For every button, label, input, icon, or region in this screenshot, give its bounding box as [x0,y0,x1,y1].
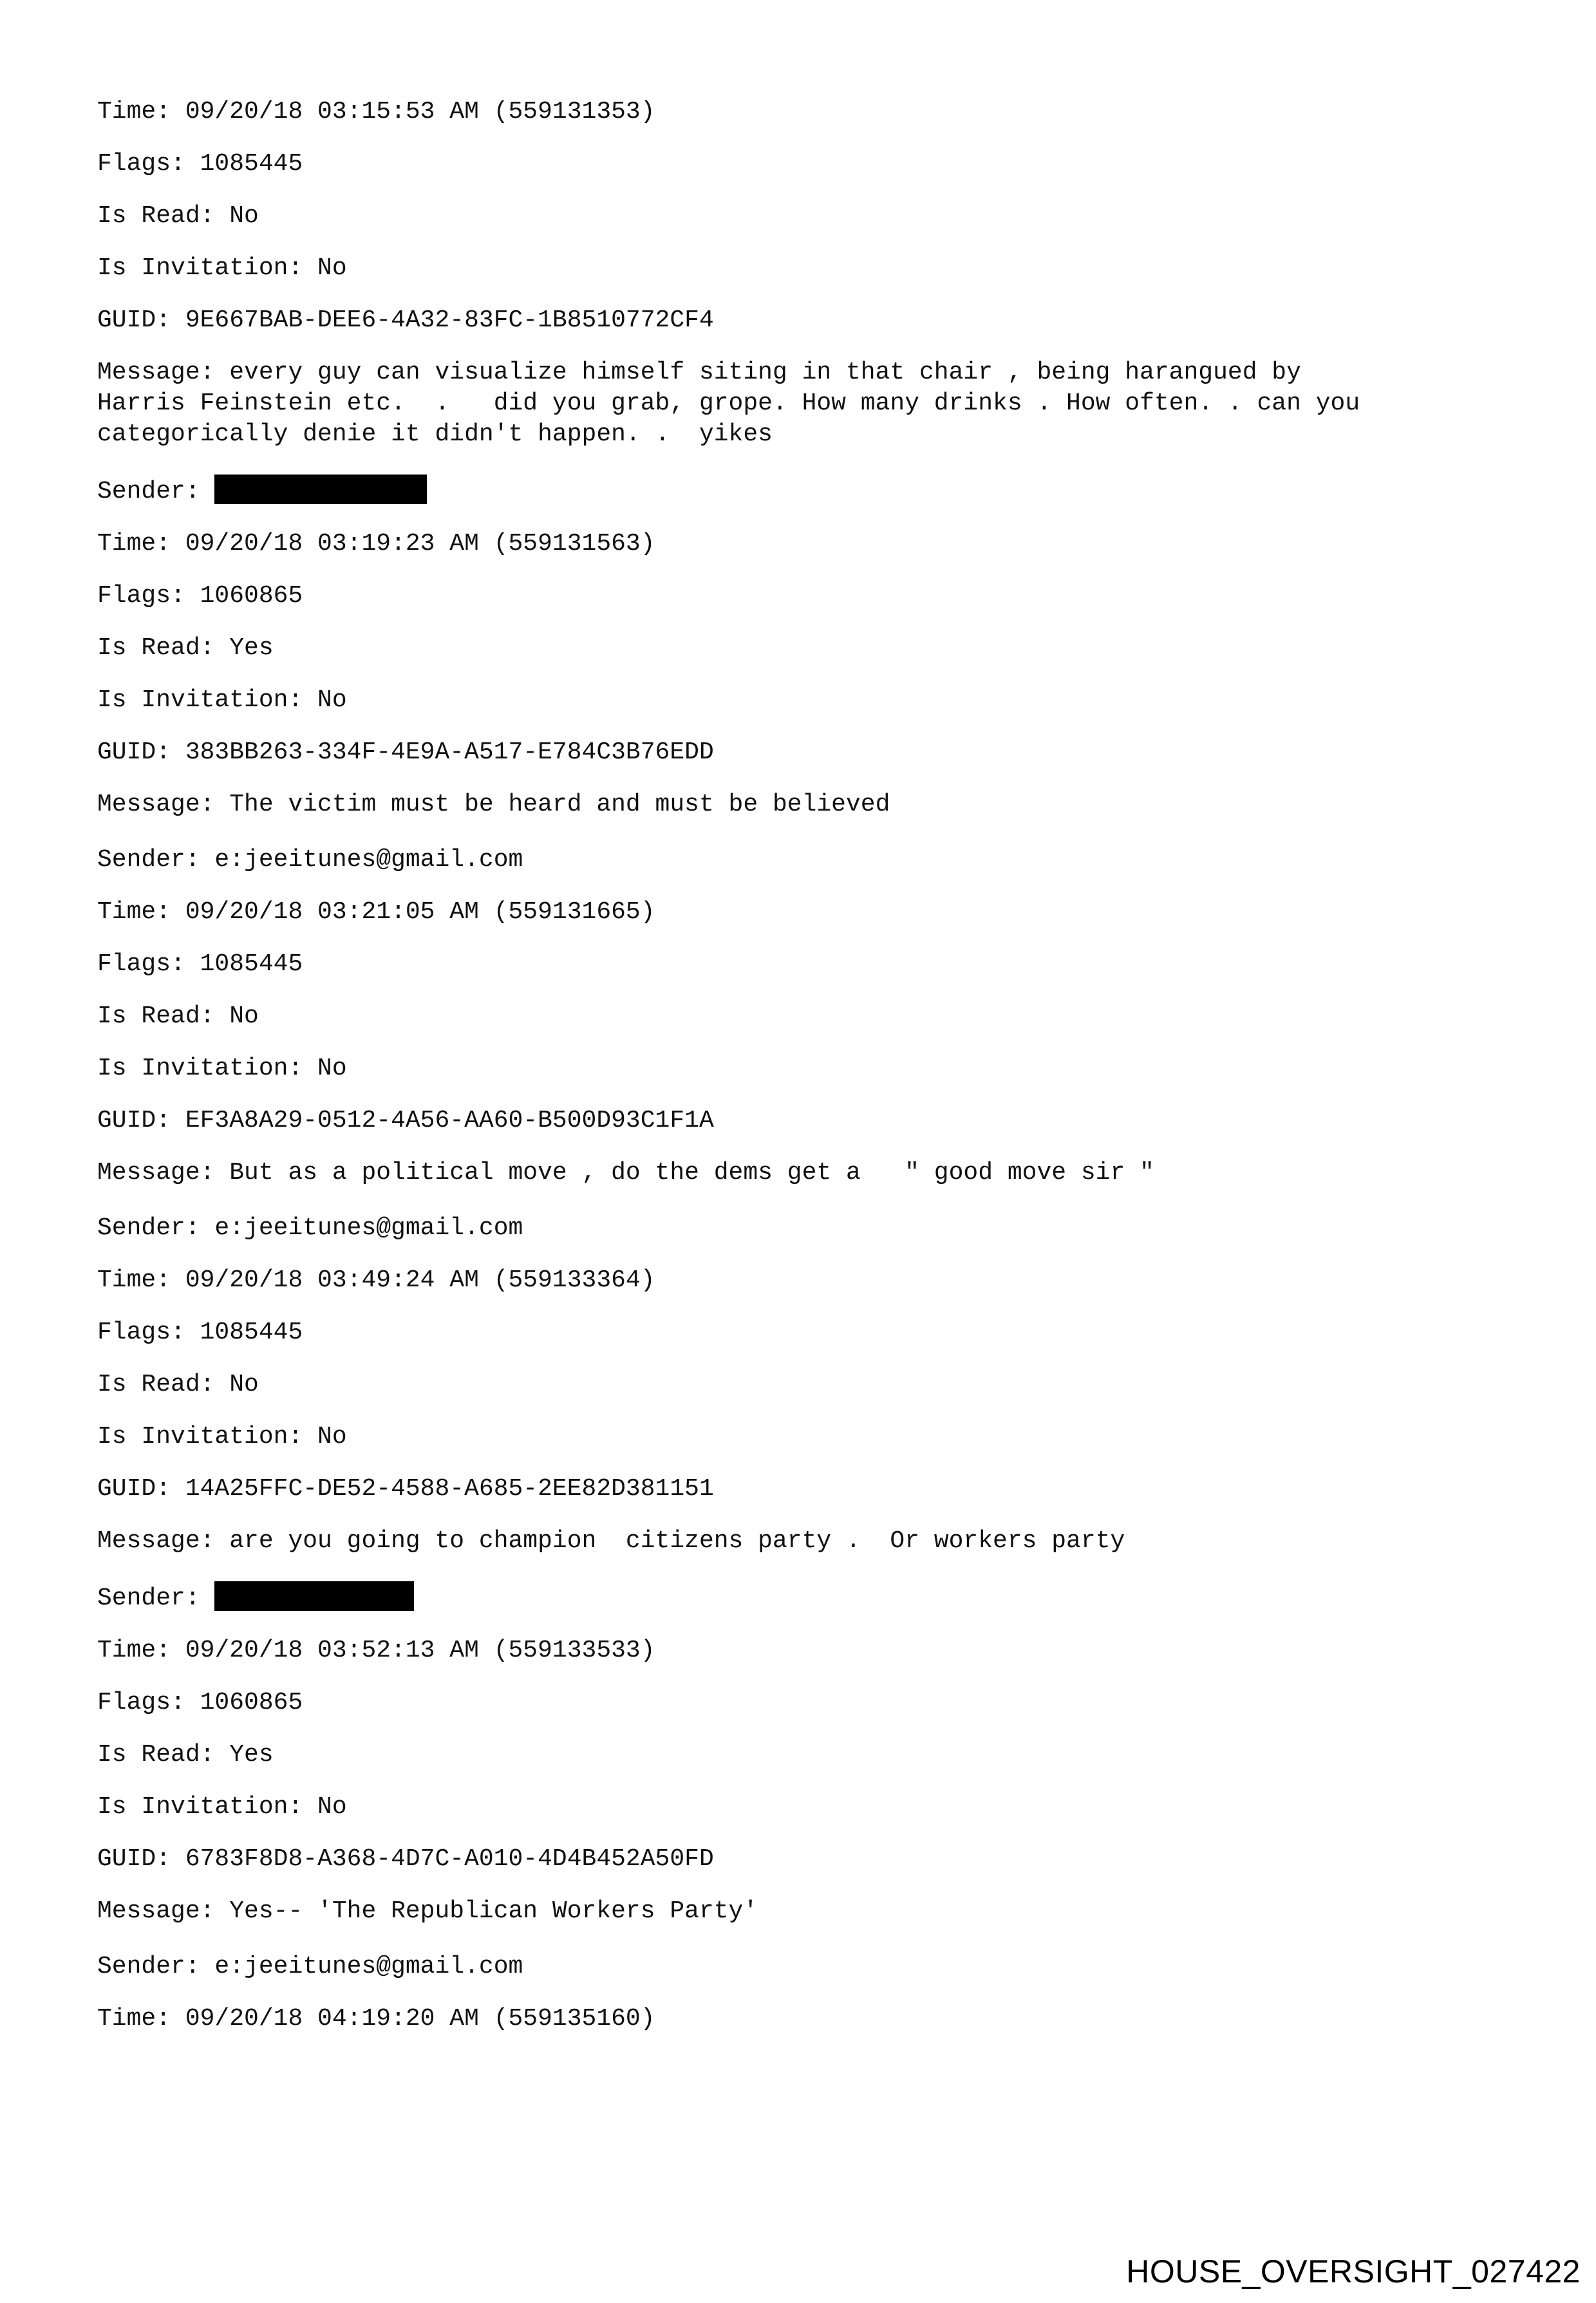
message-flags: Flags: 1085445 [97,950,303,978]
message-text: Message: are you going to champion citizens party . Or workers party [97,1527,1125,1555]
message-text: Message: But as a political move , do the dems get a " good move sir " [97,1159,1154,1187]
redaction-box [214,1581,414,1611]
message-time: Time: 09/20/18 03:52:13 AM (559133533) [97,1637,655,1664]
message-is-read: Is Read: Yes [97,634,274,662]
message-log [97,97,1514,2056]
message-is-read: Is Read: No [97,1371,259,1398]
message-time: Time: 09/20/18 03:19:23 AM (559131563) [97,530,655,558]
message-guid: GUID: 383BB263-334F-4E9A-A517-E784C3B76EDD [97,738,714,766]
redaction-box [214,475,427,504]
message-is-invitation: Is Invitation: No [97,686,347,714]
message-time: Time: 09/20/18 03:49:24 AM (559133364) [97,1266,655,1294]
message-time: Time: 09/20/18 03:21:05 AM (559131665) [97,898,655,926]
message-record [97,97,1514,450]
message-is-invitation: Is Invitation: No [97,1055,347,1082]
message-is-invitation: Is Invitation: No [97,1793,347,1821]
message-record [97,475,1514,820]
message-is-invitation: Is Invitation: No [97,1423,347,1451]
message-record [97,1581,1514,1927]
message-record [97,1951,1514,2035]
message-record [97,1213,1514,1557]
message-guid: GUID: 14A25FFC-DE52-4588-A685-2EE82D381151 [97,1475,714,1503]
message-flags: Flags: 1085445 [97,1319,303,1346]
message-is-read: Is Read: No [97,202,259,230]
message-is-read: Is Read: No [97,1002,259,1030]
message-sender: Sender: e:jeeitunes@gmail.com [97,1953,523,1980]
message-is-read: Is Read: Yes [97,1741,274,1769]
message-time: Time: 09/20/18 04:19:20 AM (559135160) [97,2005,655,2033]
message-guid: GUID: 6783F8D8-A368-4D7C-A010-4D4B452A50FD [97,1845,714,1873]
message-guid: GUID: 9E667BAB-DEE6-4A32-83FC-1B8510772CF4 [97,306,714,334]
message-sender: Sender: e:jeeitunes@gmail.com [97,846,523,874]
sender-label: Sender: [97,478,200,505]
message-text: Message: every guy can visualize himself siting in that chair , being harangued by Harris Feinstein etc. . did you grab, grope. How many drinks . How often. . can you categorically denie it didn't happen. . yikes [97,359,1360,448]
sender-label: Sender: [97,1584,200,1612]
message-sender: Sender: e:jeeitunes@gmail.com [97,1214,523,1242]
message-flags: Flags: 1085445 [97,150,303,178]
message-flags: Flags: 1060865 [97,1689,303,1716]
message-sender [97,1581,1514,1614]
message-flags: Flags: 1060865 [97,582,303,610]
message-is-invitation: Is Invitation: No [97,254,347,282]
bates-number: HOUSE_OVERSIGHT_027422 [1126,2253,1581,2289]
message-text: Message: Yes-- 'The Republican Workers Party' [97,1897,758,1925]
message-guid: GUID: EF3A8A29-0512-4A56-AA60-B500D93C1F1A [97,1107,714,1134]
message-text: Message: The victim must be heard and must be believed [97,791,890,818]
message-time: Time: 09/20/18 03:15:53 AM (559131353) [97,98,655,126]
message-sender [97,475,1514,507]
message-record [97,845,1514,1189]
